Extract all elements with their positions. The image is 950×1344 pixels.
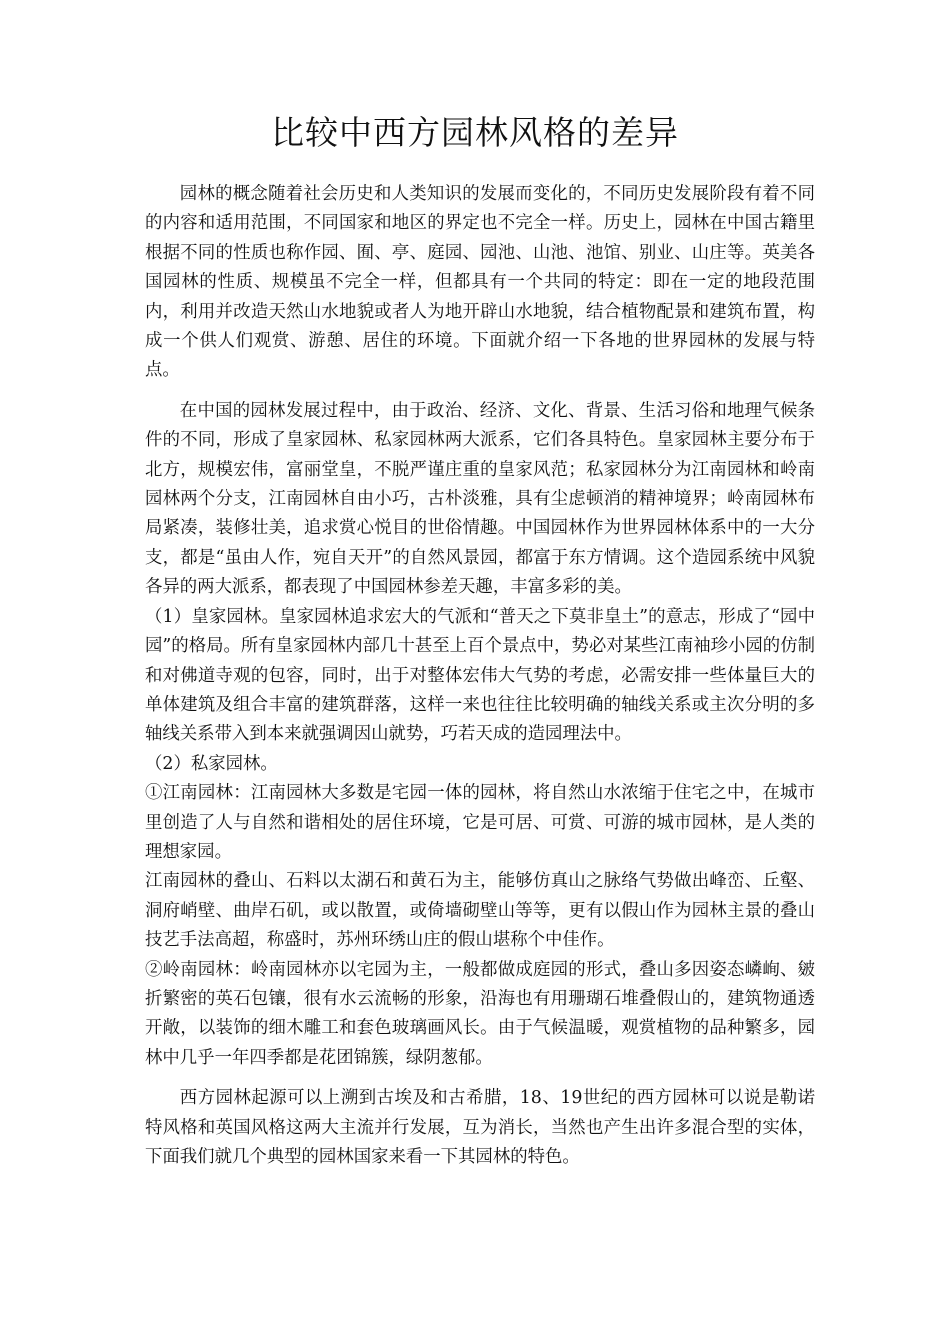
jiangnan-rockery-paragraph: 江南园林的叠山、石料以太湖石和黄石为主，能够仿真山之脉络气势做出峰峦、丘壑、洞府峭壁、曲岸石矶，或以散置，或倚墙砌壁山等等，更有以假山作为园林主景的叠山技艺手法高超，称盛时，苏州环绣山庄的假山堪称个中佳作。	[145, 871, 815, 951]
document-title: 比较中西方园林风格的差异	[271, 113, 679, 152]
imperial-garden-paragraph: （1）皇家园林。皇家园林追求宏大的气派和“普天之下莫非皇土”的意志，形成了“园中园”的格局。所有皇家园林内部几十甚至上百个景点中，势必对某些江南袖珍小园的仿制和对佛道寺观的包容，同时，出于对整体宏伟大气势的考虑，必需安排一些体量巨大的单体建筑及组合丰富的建筑群落，这样一来也往往比较明确的轴线关系或主次分明的多轴线关系带入到本来就强调因山就势，巧若天成的造园理法中。	[145, 606, 815, 745]
western-garden-paragraph: 西方园林起源可以上溯到古埃及和古希腊，18、19世纪的西方园林可以说是勒诺特风格和英国风格这两大主流并行发展，互为消长，当然也产生出许多混合型的实体，下面我们就几个典型的园林国家来看一下其园林的特色。	[145, 1088, 815, 1167]
chinese-garden-paragraph: 在中国的园林发展过程中，由于政治、经济、文化、背景、生活习俗和地理气候条件的不同，形成了皇家园林、私家园林两大派系，它们各具特色。皇家园林主要分布于北方，规模宏伟，富丽堂皇，不脱严谨庄重的皇家风范；私家园林分为江南园林和岭南园林两个分支，江南园林自由小巧，古朴淡雅，具有尘虑顿消的精神境界；岭南园林布局紧凑，装修壮美，追求赏心悦目的世俗情趣。中国园林作为世界园林体系中的一大分支，都是“虽由人作，宛自天开”的自然风景园，都富于东方情调。这个造园系统中风貌各异的两大派系，都表现了中国园林参差天趣，丰富多彩的美。	[145, 400, 815, 598]
document-body	[145, 180, 815, 1172]
private-garden-heading: （2）私家园林。	[145, 753, 278, 774]
jiangnan-garden-paragraph: ①江南园林：江南园林大多数是宅园一体的园林，将自然山水浓缩于住宅之中，在城市里创造了人与自然和谐相处的居住环境，它是可居、可赏、可游的城市园林，是人类的理想家园。	[145, 783, 815, 862]
intro-paragraph: 园林的概念随着社会历史和人类知识的发展而变化的，不同历史发展阶段有着不同的内容和适用范围，不同国家和地区的界定也不完全一样。历史上，园林在中国古籍里根据不同的性质也称作园、囿、亭、庭园、园池、山池、池馆、别业、山庄等。英美各国园林的性质、规模虽不完全一样，但都具有一个共同的特定：即在一定的地段范围内，利用并改造天然山水地貌或者人为地开辟山水地貌，结合植物配景和建筑布置，构成一个供人们观赏、游憩、居住的环境。下面就介绍一下各地的世界园林的发展与特点。	[145, 184, 815, 381]
lingnan-garden-paragraph: ②岭南园林：岭南园林亦以宅园为主，一般都做成庭园的形式，叠山多因姿态嶙峋、皴折繁密的英石包镶，很有水云流畅的形象，沿海也有用珊瑚石堆叠假山的，建筑物通透开敞，以装饰的细木雕工和套色玻璃画风长。由于气候温暖，观赏植物的品种繁多，园林中几乎一年四季都是花团锦簇，绿阴葱郁。	[145, 959, 815, 1068]
